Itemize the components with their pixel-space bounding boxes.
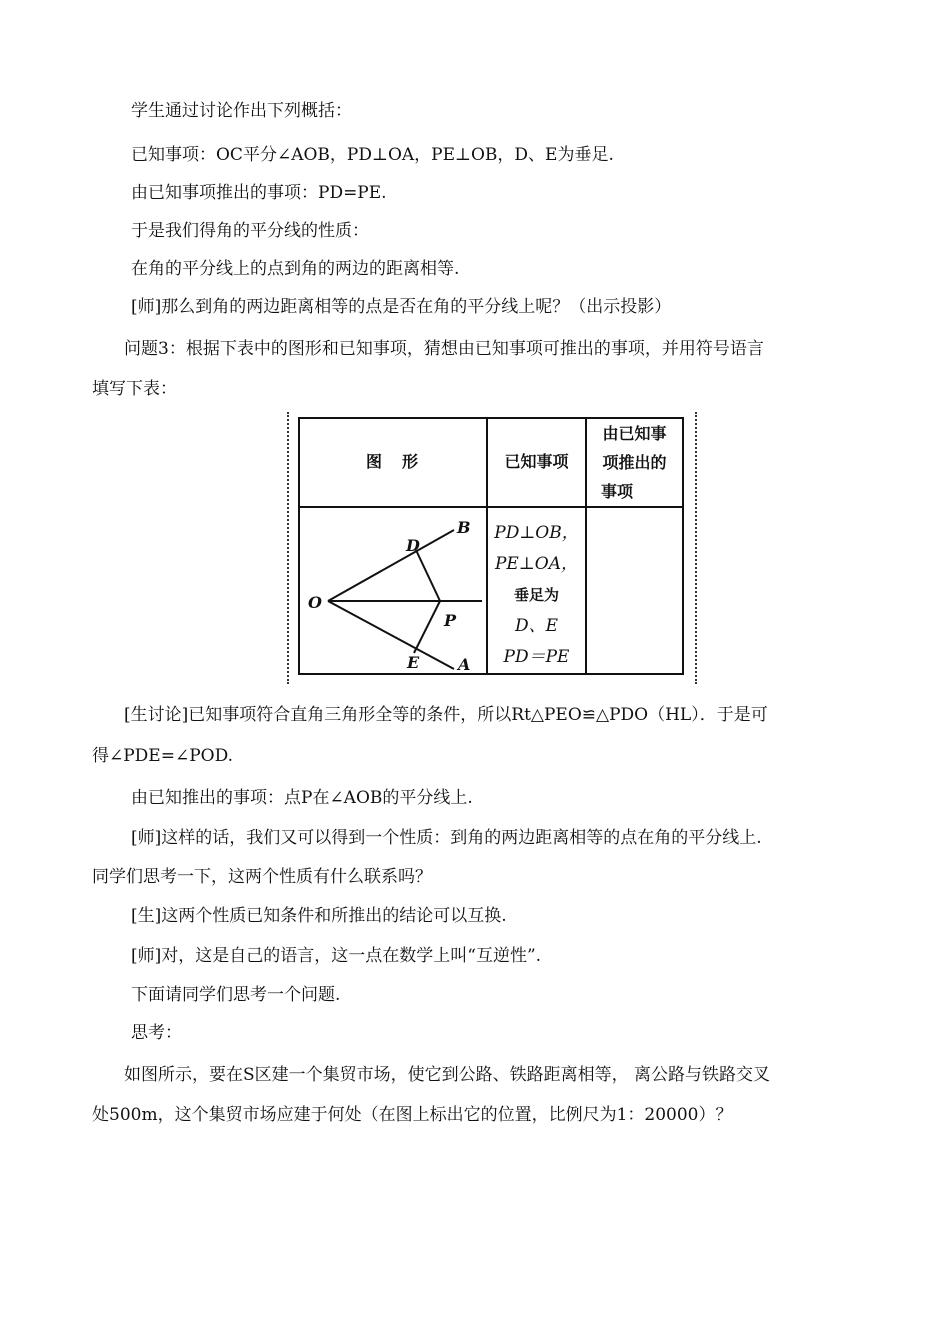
paragraph-student-discussion-cont: 得∠PDE=∠POD. (92, 746, 234, 766)
label-b: B (457, 518, 471, 537)
problem-table (287, 412, 699, 684)
segment-pd (416, 550, 440, 601)
paragraph-market-problem: 如图所示，要在S区建一个集贸市场，使它到公路、铁路距离相等， 离公路与铁路交叉 (124, 1065, 771, 1085)
paragraph-teacher-property-cont: 同学们思考一下，这两个性质有什么联系吗？ (92, 867, 432, 887)
paragraph-property-intro: 于是我们得角的平分线的性质： (131, 221, 369, 241)
known-pe-oa: PE⊥OA， (494, 554, 579, 574)
angle-bisector-figure (300, 508, 486, 673)
paragraph-student-answer: [生]这两个性质已知条件和所推出的结论可以互换. (131, 906, 507, 926)
known-points-de: D、E (514, 616, 559, 636)
paragraph-teacher-property: [师]这样的话，我们又可以得到一个性质：到角的两边距离相等的点在角的平分线上. (131, 828, 762, 848)
label-d: D (406, 536, 420, 555)
paragraph-problem-3: 问题3：根据下表中的图形和已知事项，猜想由已知事项可推出的事项，并用符号语言 (124, 339, 764, 359)
label-e: E (407, 653, 420, 672)
known-foot-label: 垂足为 (513, 586, 559, 604)
paragraph-market-problem-cont: 处500m，这个集贸市场应建于何处（在图上标出它的位置，比例尺为1：20000）？ (92, 1105, 733, 1125)
known-line-1 (488, 518, 585, 549)
known-line-2 (488, 549, 585, 580)
header-derived-l2: 项推出的 (602, 453, 667, 472)
dotted-border-left (287, 412, 289, 684)
known-pd-pe: PD＝PE (503, 647, 570, 667)
segment-pe (414, 601, 440, 653)
header-derived-l1: 由已知事 (602, 424, 667, 443)
paragraph-known-facts: 已知事项：OC平分∠AOB，PD⊥OA，PE⊥OB，D、E为垂足. (131, 145, 614, 165)
label-p: P (444, 611, 457, 630)
known-line-4 (488, 611, 585, 642)
known-line-5 (488, 642, 585, 673)
paragraph-problem-3-cont: 填写下表： (92, 379, 177, 399)
paragraph-property: 在角的平分线上的点到角的两边的距离相等. (131, 259, 460, 279)
paragraph-think-label: 思考： (131, 1023, 182, 1043)
dotted-border-right (695, 412, 697, 684)
table-grid (298, 417, 684, 675)
paragraph-derived-point: 由已知推出的事项：点P在∠AOB的平分线上. (131, 788, 473, 808)
label-a: A (458, 655, 471, 673)
paragraph-teacher-question: [师]那么到角的两边距离相等的点是否在角的平分线上呢？（出示投影） (131, 297, 672, 317)
header-derived-l3: 事项 (600, 482, 633, 501)
known-line-3 (488, 580, 585, 611)
paragraph-next-question: 下面请同学们思考一个问题. (131, 985, 341, 1005)
paragraph-derived-fact: 由已知事项推出的事项：PD=PE. (131, 183, 387, 203)
header-known: 已知事项 (504, 452, 569, 471)
paragraph-teacher-inverse: [师]对，这是自己的语言，这一点在数学上叫“互逆性”. (131, 946, 542, 966)
header-figure: 图 形 (365, 452, 420, 471)
paragraph-student-discussion: [生讨论]已知事项符合直角三角形全等的条件，所以Rt△PEO≌△PDO（HL）．于是可 (124, 705, 768, 725)
label-o: O (308, 593, 322, 612)
known-pd-ob: PD⊥OB， (494, 523, 579, 543)
paragraph-summary: 学生通过讨论作出下列概括： (131, 101, 352, 121)
